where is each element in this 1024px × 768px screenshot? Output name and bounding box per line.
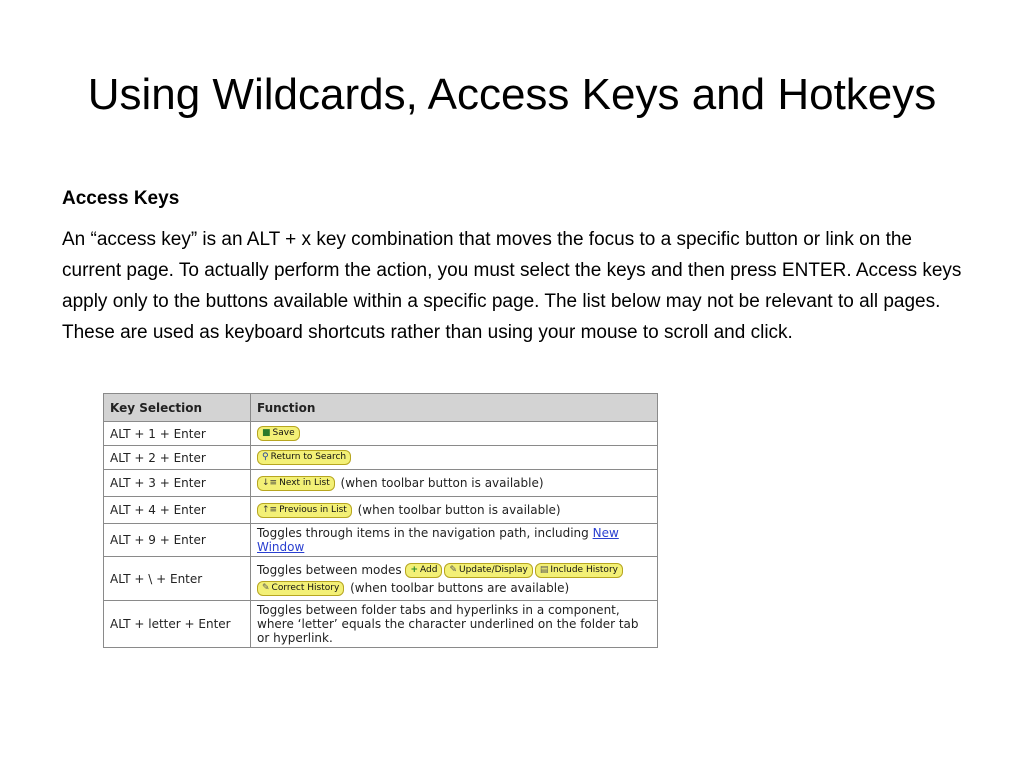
key-cell: ALT + 1 + Enter — [104, 422, 251, 446]
update-display-label: Update/Display — [459, 564, 528, 575]
function-note: (when toolbar button is available) — [357, 502, 561, 517]
history-icon: ▤ — [539, 564, 549, 575]
function-cell — [251, 557, 658, 601]
body-paragraph: An “access key” is an ALT + x key combination that moves the focus to a specific button or link on the current page. To actually perform the action, you must select the keys and then press ENTER. Access keys apply only to the buttons available within a specific page. The list below may not be relevant to all pages. These are used as keyboard shortcuts rather than using your mouse to scroll and click. — [62, 229, 962, 343]
correct-history-label: Correct History — [271, 582, 340, 593]
table-row — [104, 524, 658, 557]
previous-in-list-button[interactable] — [257, 503, 352, 518]
new-window-link[interactable]: New Window — [257, 526, 619, 554]
include-history-label: Include History — [550, 564, 618, 575]
key-cell: ALT + letter + Enter — [104, 601, 251, 648]
function-cell: Toggles between folder tabs and hyperlinks in a component, where ‘letter’ equals the character underlined on the folder tab or hyperlink. — [251, 601, 658, 648]
list-up-icon: ↑≡ — [262, 504, 278, 515]
slide-title: Using Wildcards, Access Keys and Hotkeys — [87, 70, 937, 119]
table-row — [104, 470, 658, 497]
key-cell: ALT + 3 + Enter — [104, 470, 251, 497]
return-to-search-button[interactable] — [257, 450, 351, 465]
next-in-list-button[interactable] — [257, 476, 335, 491]
table-row — [104, 601, 658, 648]
update-display-button[interactable] — [444, 563, 532, 578]
add-button-label: Add — [420, 564, 438, 575]
table-row — [104, 422, 658, 446]
next-in-list-label: Next in List — [279, 477, 330, 488]
add-icon: + — [410, 564, 419, 575]
function-note: (when toolbar button is available) — [340, 475, 544, 490]
table-row — [104, 557, 658, 601]
previous-in-list-label: Previous in List — [279, 504, 347, 515]
key-cell: ALT + \ + Enter — [104, 557, 251, 601]
access-keys-table — [103, 393, 658, 648]
search-icon: ⚲ — [262, 452, 269, 462]
function-note: (when toolbar buttons are available) — [350, 580, 570, 595]
save-button-label: Save — [272, 428, 295, 438]
correct-icon: ✎ — [262, 582, 270, 593]
return-to-search-label: Return to Search — [270, 452, 347, 462]
column-header-function: Function — [251, 394, 658, 422]
list-down-icon: ↓≡ — [262, 477, 278, 488]
table-row — [104, 497, 658, 524]
function-cell — [251, 524, 658, 557]
save-icon: ■ — [262, 428, 271, 438]
section-heading: Access Keys — [62, 188, 180, 209]
key-cell: ALT + 4 + Enter — [104, 497, 251, 524]
add-button[interactable] — [405, 563, 442, 578]
save-button[interactable] — [257, 426, 300, 441]
key-cell: ALT + 9 + Enter — [104, 524, 251, 557]
column-header-key: Key Selection — [104, 394, 251, 422]
table-header-row — [104, 394, 658, 422]
correct-history-button[interactable] — [257, 581, 344, 596]
key-cell: ALT + 2 + Enter — [104, 446, 251, 470]
function-cell — [251, 497, 658, 524]
table-row — [104, 446, 658, 470]
function-cell — [251, 446, 658, 470]
function-cell — [251, 422, 658, 446]
include-history-button[interactable] — [535, 563, 623, 578]
function-cell — [251, 470, 658, 497]
function-text: Toggles between modes — [257, 562, 402, 577]
function-text: Toggles through items in the navigation path, including — [257, 526, 593, 540]
edit-icon: ✎ — [449, 564, 457, 575]
